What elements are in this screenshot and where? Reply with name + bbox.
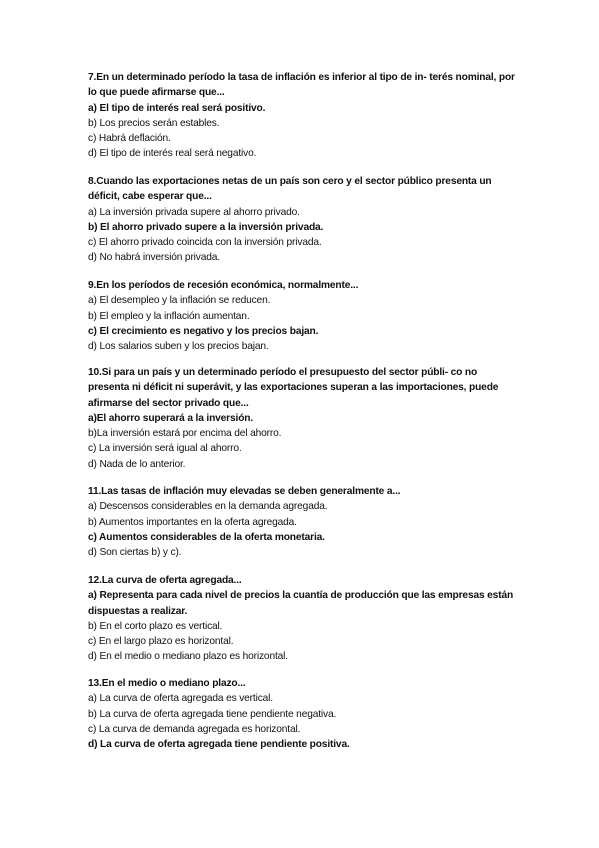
answer-option: c) La curva de demanda agregada es horizontal. (88, 723, 301, 735)
answer-option: a)El ahorro superará a la inversión. (88, 412, 254, 424)
question-12 (88, 573, 518, 665)
answer-option: b) El ahorro privado supere a la inversión privada. (88, 221, 324, 233)
question-stem: 13.En el medio o mediano plazo... (88, 678, 246, 689)
answer-option: a) La inversión privada supere al ahorro privado. (88, 206, 300, 218)
answer-option: a) Descensos considerables en la demanda agregada. (88, 501, 328, 513)
answer-option: c) La inversión será igual al ahorro. (88, 443, 242, 455)
answer-option: d) Son ciertas b) y c). (88, 547, 182, 559)
answer-option: b) En el corto plazo es vertical. (88, 620, 223, 632)
question-stem: 8.Cuando las exportaciones netas de un país son cero y el sector público presenta un déficit, cabe esperar que... (88, 176, 492, 203)
question-9 (88, 278, 518, 354)
question-13 (88, 676, 518, 752)
answer-option: c) Aumentos considerables de la oferta monetaria. (88, 531, 325, 543)
answer-option: d) Nada de lo anterior. (88, 458, 186, 470)
question-7 (88, 70, 518, 162)
answer-option: d) No habrá inversión privada. (88, 252, 220, 264)
answer-option: a) El tipo de interés real será positivo. (88, 102, 266, 114)
question-stem: 12.La curva de oferta agregada... (88, 575, 242, 586)
answer-option: c) El ahorro privado coincida con la inversión privada. (88, 237, 322, 249)
question-stem: 9.En los períodos de recesión económica, normalmente... (88, 280, 359, 291)
answer-option: a) El desempleo y la inflación se reducen. (88, 295, 271, 307)
question-11 (88, 484, 518, 560)
answer-option: b) La curva de oferta agregada tiene pendiente negativa. (88, 708, 337, 720)
answer-option: d) Los salarios suben y los precios bajan. (88, 341, 269, 353)
answer-option: c) El crecimiento es negativo y los precios bajan. (88, 325, 319, 337)
question-stem: 11.Las tasas de inflación muy elevadas se deben generalmente a... (88, 486, 401, 497)
answer-option: b) Los precios serán estables. (88, 117, 220, 129)
answer-option: d) La curva de oferta agregada tiene pendiente positiva. (88, 739, 350, 751)
answer-option: a) La curva de oferta agregada es vertical. (88, 693, 273, 705)
answer-option: d) El tipo de interés real será negativo. (88, 148, 257, 160)
answer-option: b) El empleo y la inflación aumentan. (88, 310, 250, 322)
answer-option: b) Aumentos importantes en la oferta agregada. (88, 516, 297, 528)
answer-option: a) Representa para cada nivel de precios la cuantía de producción que las empresas están dispuestas a realizar. (88, 590, 514, 617)
answer-option: c) Habrá deflación. (88, 133, 171, 145)
question-8 (88, 174, 518, 266)
question-stem: 7.En un determinado período la tasa de inflación es inferior al tipo de in- terés nominal, por lo que puede afirmarse que... (88, 72, 515, 99)
answer-option: c) En el largo plazo es horizontal. (88, 636, 234, 648)
question-10 (88, 365, 518, 472)
answer-option: d) En el medio o mediano plazo es horizontal. (88, 651, 288, 663)
question-stem: 10.Si para un país y un determinado período el presupuesto del sector públi- co no presenta ni déficit ni superávit, y las exportaciones superan a las importaciones, puede afirmarse del sector privado que... (88, 367, 499, 409)
answer-option: b)La inversión estará por encima del ahorro. (88, 428, 282, 440)
